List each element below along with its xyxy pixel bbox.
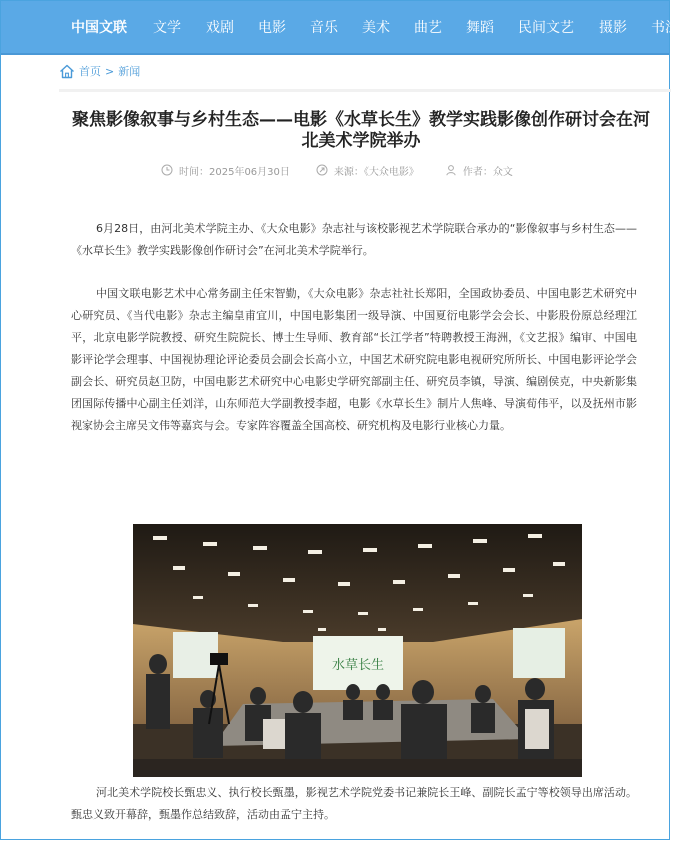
nav-item-photography[interactable]: 摄影: [599, 20, 627, 36]
article-paragraph: 中国文联电影艺术中心常务副主任宋智勤，《大众电影》杂志社社长郑阳，全国政协委员、中国电影艺术研究中心研究员、《当代电影》杂志主编皇甫宜川，中国电影集团一级导演、中国夏衍电影学会会长、中影股份原总经理江平，北京电影学院教授、研究生院院长、博士生导师、教育部“长江学者”特聘教授王海洲，《文艺报》编审、中国电影评论学会理事、中国视协理论评论委员会副会长高小立，中国艺术研究院电影电视研究所所长、中国电影评论学会副会长、研究员赵卫防，中国电影艺术研究中心电影史学研究部副主任、研究员李镇，导演、编剧侯克，中央新影集团国际传播中心副主任刘洋，山东师范大学副教授李超，电影《水草长生》制片人焦峰、导演荀伟平，以及抚州市影视家协会主席吴文伟等嘉宾与会。专家阵容覆盖全国高校、研究机构及电影行业核心力量。: [71, 287, 637, 432]
screen-caption: 水草长生: [331, 658, 385, 673]
user-icon: [445, 164, 457, 176]
header-divider: [59, 89, 671, 92]
nav-item-drama[interactable]: 戏剧: [206, 20, 234, 36]
article-paragraph: 河北美术学院校长甄忠义、执行校长甄墨，影视艺术学院党委书记兼院长王峰、副院长孟宁等校领导出席活动。甄忠义致开幕辞，甄墨作总结致辞，活动由孟宁主持。: [71, 786, 637, 821]
meta-author: 作者：众文: [462, 166, 513, 178]
top-nav: [1, 1, 679, 55]
meta-time: 时间：2025年06月30日: [179, 166, 290, 178]
home-icon[interactable]: [59, 64, 75, 79]
nav-item-calligraphy[interactable]: 书法: [651, 20, 679, 36]
nav-item-dance[interactable]: 舞蹈: [466, 20, 494, 36]
nav-item-literature[interactable]: 文学: [153, 20, 181, 36]
meta-source: 来源：《大众电影》: [333, 166, 419, 178]
article-meta: [161, 163, 561, 177]
clock-icon: [161, 164, 173, 176]
nav-item-folk-arts[interactable]: 民间文艺: [518, 20, 574, 36]
nav-item-film[interactable]: 电影: [258, 20, 286, 36]
seminar-photo-illustration: [133, 524, 582, 777]
nav-item-music[interactable]: 音乐: [310, 20, 338, 36]
nav-item-cflac[interactable]: 中国文联: [71, 20, 127, 36]
article-photo: [133, 524, 582, 777]
article-paragraph: 6月28日，由河北美术学院主办、《大众电影》杂志社与该校影视艺术学院联合承办的“影像叙事与乡村生态——《水草长生》教学实践影像创作研讨会”在河北美术学院举行。: [71, 222, 637, 257]
breadcrumb-separator: >: [105, 64, 115, 78]
nav-item-fine-arts[interactable]: 美术: [362, 20, 390, 36]
breadcrumb: [59, 61, 140, 81]
breadcrumb-current-link[interactable]: 新闻: [118, 65, 141, 78]
nav-item-quyi[interactable]: 曲艺: [414, 20, 442, 36]
breadcrumb-home-link[interactable]: 首页: [79, 65, 101, 78]
article-title: 聚焦影像叙事与乡村生态——电影《水草长生》教学实践影像创作研讨会在河北美术学院举办: [72, 110, 650, 151]
source-link-icon: [316, 164, 328, 176]
